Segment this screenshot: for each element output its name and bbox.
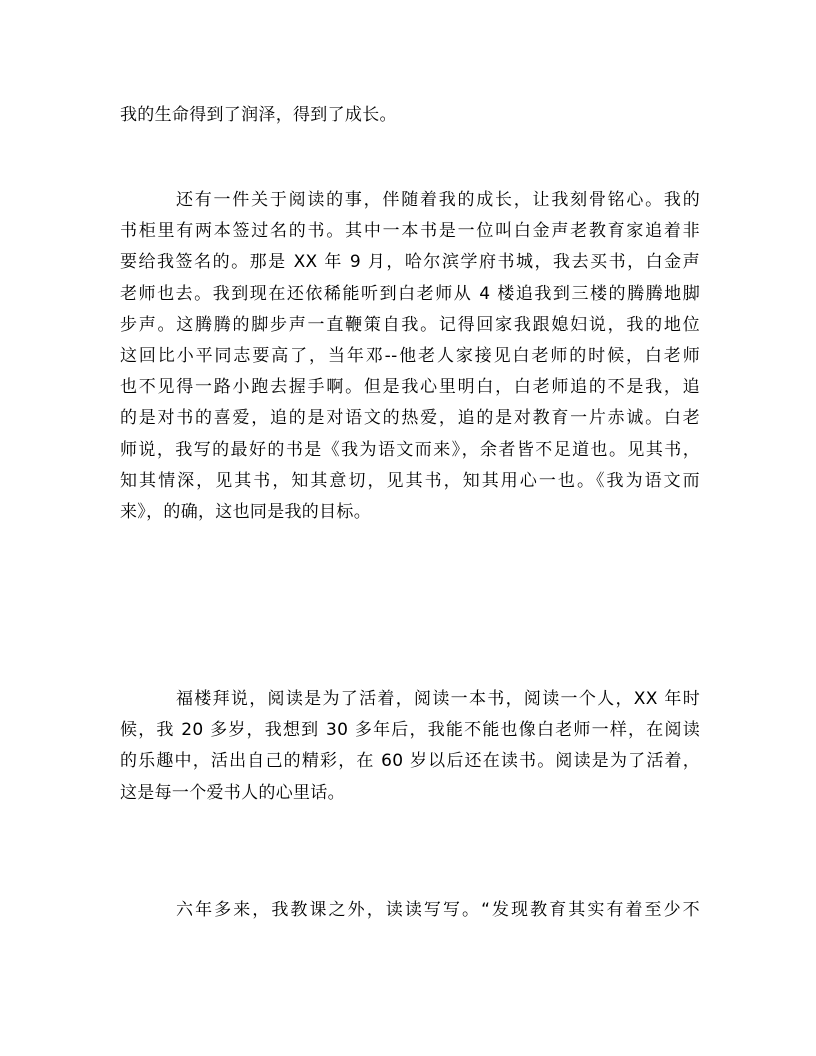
paragraph-line: 还有一件关于阅读的事，伴随着我的成长，让我刻骨铭心。我的: [176, 190, 700, 210]
paragraph-line: 这是每一个爱书人的心里话。: [120, 782, 345, 803]
paragraph-line: 福楼拜说，阅读是为了活着，阅读一本书，阅读一个人，XX 年时: [176, 689, 700, 709]
paragraph-line: 六年多来，我教课之外，读读写写。“发现教育其实有着至少不: [176, 900, 700, 920]
paragraph-3: [120, 684, 700, 809]
paragraph-line: 的乐趣中，活出自己的精彩，在 60 岁以后还在读书。阅读是为了活着，: [120, 751, 700, 772]
paragraph-1: [120, 100, 700, 131]
paragraph-line: 也不见得一路小跑去握手啊。但是我心里明白，白老师追的不是我，追: [120, 377, 700, 398]
paragraph-4: [120, 895, 700, 926]
paragraph-line: 要给我签名的。那是 XX 年 9 月，哈尔滨学府书城，我去买书，白金声: [120, 252, 700, 273]
paragraph-line: 候，我 20 多岁，我想到 30 多年后，我能不能也像白老师一样，在阅读: [120, 720, 700, 741]
paragraph-line: 老师也去。我到现在还依稀能听到白老师从 4 楼追我到三楼的腾腾地脚: [120, 283, 700, 304]
paragraph-line: 来》，的确，这也同是我的目标。: [120, 501, 371, 522]
paragraph-line: 我的生命得到了润泽，得到了成长。: [120, 105, 397, 125]
paragraph-2: [120, 185, 700, 528]
paragraph-line: 师说，我写的最好的书是《我为语文而来》，余者皆不足道也。见其书，: [120, 439, 700, 460]
paragraph-line: 这回比小平同志要高了，当年邓--他老人家接见白老师的时候，白老师: [120, 345, 700, 366]
paragraph-line: 知其情深，见其书，知其意切，见其书，知其用心一也。《我为语文而: [120, 470, 700, 491]
paragraph-line: 书柜里有两本签过名的书。其中一本书是一位叫白金声老教育家追着非: [120, 221, 700, 242]
paragraph-line: 的是对书的喜爱，追的是对语文的热爱，追的是对教育一片赤诚。白老: [120, 408, 700, 429]
paragraph-line: 步声。这腾腾的脚步声一直鞭策自我。记得回家我跟媳妇说，我的地位: [120, 314, 700, 335]
